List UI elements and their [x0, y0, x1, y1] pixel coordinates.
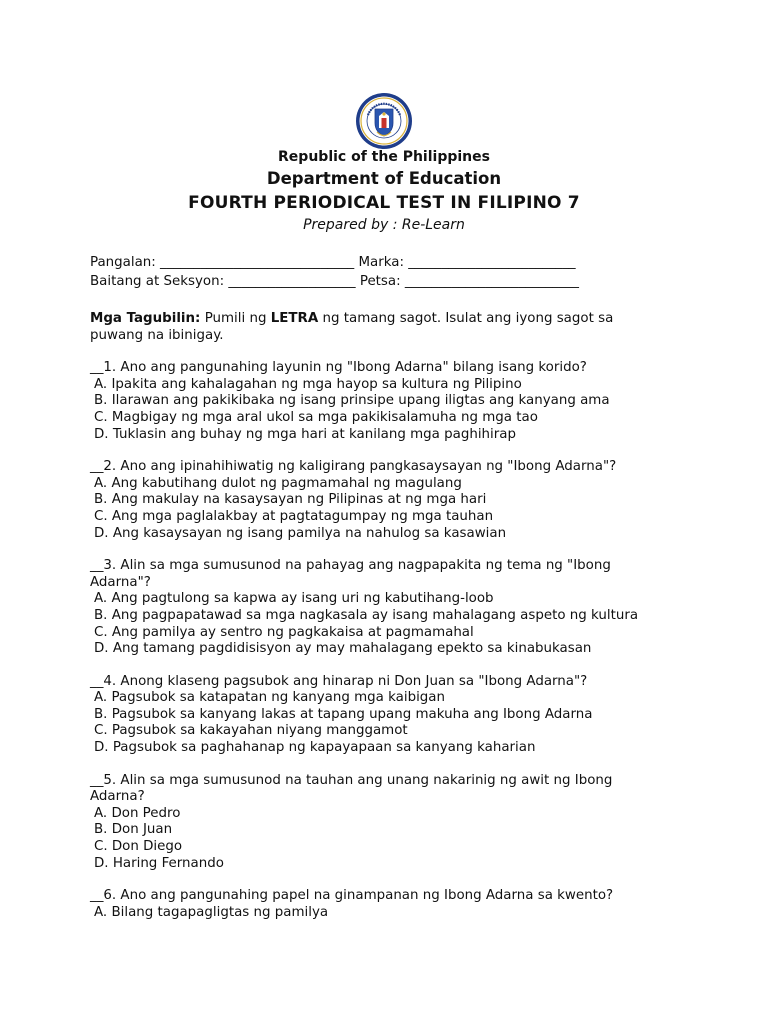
question-stem: __1. Ano ang pangunahing layunin ng "Ibong Adarna" bilang isang korido? — [90, 360, 587, 376]
question-3 — [90, 558, 690, 658]
option-c: C. Ang mga paglalakbay at pagtatagumpay ng mga tauhan — [94, 508, 494, 524]
option-c: C. Magbigay ng mga aral ukol sa mga pakikisalamuha ng mga tao — [94, 409, 538, 425]
grade-date-row — [90, 274, 690, 293]
question-4 — [90, 674, 690, 757]
question-stem: __5. Alin sa mga sumusunod na tauhan ang unang nakarinig ng awit ng Ibong Adarna? — [90, 772, 613, 805]
option-a: A. Ipakita ang kahalagahan ng mga hayop sa kultura ng Pilipino — [94, 376, 522, 392]
instructions-label: Mga Tagubilin: — [90, 311, 201, 326]
option-a: A. Ang kabutihang dulot ng pagmamahal ng magulang — [94, 475, 462, 491]
question-1 — [90, 360, 690, 443]
date-field[interactable]: Petsa: __________________________ — [359, 274, 579, 289]
option-b: B. Don Juan — [94, 822, 173, 838]
question-stem: __6. Ano ang pangunahing papel na ginampanan ng Ibong Adarna sa kwento? — [90, 888, 614, 904]
question-2 — [90, 459, 690, 542]
option-b: B. Ang pagpapatawad sa mga nagkasala ay isang mahalagang aspeto ng kultura — [94, 607, 639, 623]
option-d: D. Tuklasin ang buhay ng mga hari at kanilang mga paghihirap — [94, 426, 516, 442]
instructions — [90, 311, 650, 344]
option-a: A. Pagsubok sa katapatan ng kanyang mga kaibigan — [94, 690, 445, 706]
option-b: B. Pagsubok sa kanyang lakas at tapang upang makuha ang Ibong Adarna — [94, 706, 593, 722]
test-body — [90, 255, 690, 937]
option-c: C. Pagsubok sa kakayahan niyang manggamot — [94, 723, 408, 739]
option-d: D. Ang tamang pagdidisisyon ay may mahalagang epekto sa kinabukasan — [94, 641, 592, 657]
option-d: D. Pagsubok sa paghahanap ng kapayapaan sa kanyang kaharian — [94, 740, 536, 756]
name-score-row — [90, 255, 690, 274]
deped-seal-logo — [355, 92, 413, 150]
question-stem: __3. Alin sa mga sumusunod na pahayag ang nagpapakita ng tema ng "Ibong Adarna"? — [90, 558, 611, 590]
prepared-by: Prepared by : Re-Learn — [303, 217, 465, 233]
republic-heading: Republic of the Philippines — [278, 149, 490, 165]
option-c: C. Don Diego — [94, 839, 183, 855]
option-c: C. Ang pamilya ay sentro ng pagkakaisa at pagmamahal — [94, 624, 474, 640]
question-stem: __4. Anong klaseng pagsubok ang hinarap ni Don Juan sa "Ibong Adarna"? — [90, 673, 588, 689]
question-stem: __2. Ano ang ipinahihiwatig ng kaligirang pangkasaysayan ng "Ibong Adarna"? — [90, 459, 617, 475]
instructions-emphasis: LETRA — [270, 311, 319, 326]
option-a: A. Bilang tagapagligtas ng pamilya — [94, 904, 329, 920]
option-b: B. Ang makulay na kasaysayan ng Pilipinas at ng mga hari — [94, 492, 487, 508]
name-field[interactable]: Pangalan: _____________________________ — [90, 255, 355, 270]
test-title: FOURTH PERIODICAL TEST IN FILIPINO 7 — [188, 193, 580, 213]
option-d: D. Ang kasaysayan ng isang pamilya na nahulog sa kasawian — [94, 525, 507, 541]
option-a: A. Don Pedro — [94, 805, 181, 821]
score-field[interactable]: Marka: _________________________ — [358, 255, 576, 270]
instructions-pre: Pumili ng — [204, 311, 267, 326]
grade-section-field[interactable]: Baitang at Seksyon: ___________________ — [90, 274, 356, 289]
question-list — [90, 360, 690, 921]
option-a: A. Ang pagtulong sa kapwa ay isang uri ng kabutihang-loob — [94, 591, 494, 607]
question-6 — [90, 888, 690, 921]
department-heading: Department of Education — [266, 169, 502, 188]
question-5 — [90, 773, 690, 873]
option-b: B. Ilarawan ang pakikibaka ng isang prinsipe upang iligtas ang kanyang ama — [94, 393, 610, 409]
option-d: D. Haring Fernando — [94, 855, 224, 871]
instructions-post: ng tamang sagot. Isulat ang iyong sagot sa puwang na ibinigay. — [90, 311, 614, 343]
